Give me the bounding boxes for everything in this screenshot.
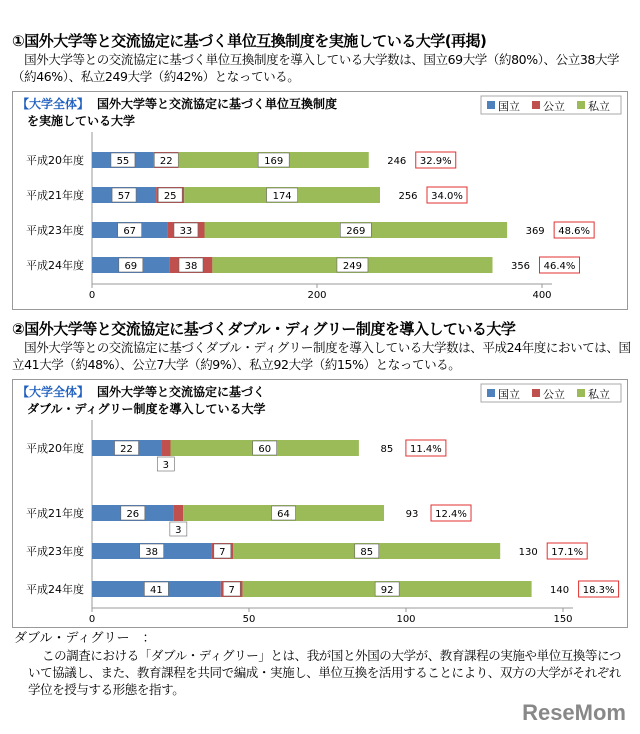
- value-label: 60: [258, 444, 272, 455]
- legend-label: 私立: [588, 100, 610, 113]
- category-label: 平成24年度: [26, 583, 84, 596]
- percentage-label: 17.1%: [551, 547, 584, 558]
- total-label: 256: [398, 191, 418, 202]
- legend-swatch-0: [487, 389, 495, 397]
- legend-label: 国立: [498, 388, 520, 401]
- legend-swatch-0: [487, 101, 495, 109]
- total-label: 85: [380, 444, 394, 455]
- percentage-label: 32.9%: [419, 156, 452, 167]
- category-label: 平成20年度: [26, 442, 84, 455]
- value-label: 33: [179, 226, 193, 237]
- category-label: 平成23年度: [26, 224, 84, 237]
- percentage-label: 46.4%: [543, 261, 576, 272]
- total-label: 130: [518, 547, 538, 558]
- x-tick-label: 400: [532, 290, 552, 301]
- total-label: 356: [510, 261, 531, 272]
- chart-title-line2: を実施している大学: [27, 114, 136, 128]
- chart-title: 国外大学等と交流協定に基づく: [97, 385, 266, 399]
- value-label: 85: [360, 547, 374, 558]
- category-label: 平成21年度: [26, 189, 84, 202]
- section2-heading: ②国外大学等と交流協定に基づくダブル・ディグリー制度を導入している大学: [12, 320, 516, 338]
- category-label: 平成21年度: [26, 507, 84, 520]
- value-label: 55: [116, 156, 130, 167]
- chart-title-tag: 【大学全体】: [17, 97, 90, 111]
- bar-public: [161, 440, 170, 456]
- value-label: 64: [277, 509, 290, 520]
- value-label: 7: [219, 547, 226, 558]
- value-label: 174: [272, 191, 292, 202]
- x-tick-label: 100: [396, 614, 416, 625]
- chart-title-tag: 【大学全体】: [17, 385, 90, 399]
- category-label: 平成24年度: [26, 259, 84, 272]
- value-label: 67: [123, 226, 137, 237]
- value-label: 69: [124, 261, 138, 272]
- legend-swatch-2: [577, 389, 585, 397]
- value-label: 57: [117, 191, 131, 202]
- percentage-label: 34.0%: [431, 191, 463, 202]
- section2-text: 国外大学等との交流協定に基づくダブル・ディグリー制度を導入している大学数は、平成24年度においては、国立41大学（約48%）、公立7大学（約9%）、私立92大学（約15%）となっている。: [12, 340, 631, 372]
- x-tick-label: 0: [88, 290, 96, 301]
- value-label: 169: [264, 156, 284, 167]
- percentage-label: 12.4%: [435, 509, 467, 520]
- value-label: 269: [346, 226, 366, 237]
- value-label: 22: [159, 156, 173, 167]
- value-label: 3: [175, 525, 182, 536]
- legend-label: 国立: [498, 100, 520, 113]
- chart-svg: [13, 380, 627, 627]
- percentage-label: 18.3%: [582, 585, 615, 596]
- total-label: 369: [525, 226, 545, 237]
- category-label: 平成20年度: [26, 154, 84, 167]
- value-label: 249: [342, 261, 362, 272]
- x-tick-label: 50: [242, 614, 256, 625]
- category-label: 平成23年度: [26, 545, 84, 558]
- total-label: 140: [550, 585, 570, 596]
- percentage-label: 48.6%: [558, 226, 591, 237]
- note-title: ダブル・ディグリー ：: [14, 631, 156, 646]
- value-label: 7: [228, 585, 235, 596]
- legend-label: 公立: [543, 388, 565, 401]
- chart-title: 国外大学等と交流協定に基づく単位互換制度: [97, 97, 338, 111]
- section1-text: 国外大学等との交流協定に基づく単位互換制度を導入している大学数は、国立69大学（約80%）、公立38大学（約46%）、私立249大学（約42%）となっている。: [12, 52, 620, 84]
- value-label: 38: [145, 547, 159, 558]
- value-label: 25: [163, 191, 177, 202]
- legend-swatch-2: [577, 101, 585, 109]
- x-tick-label: 150: [553, 614, 573, 625]
- resemom-logo: ReseMom: [522, 700, 626, 725]
- bar-public: [174, 505, 183, 521]
- value-label: 92: [380, 585, 394, 596]
- chart-credit-transfer: [12, 91, 628, 310]
- chart-double-degree: [12, 379, 628, 628]
- value-label: 26: [126, 509, 140, 520]
- value-label: 38: [184, 261, 198, 272]
- total-label: 246: [387, 156, 407, 167]
- value-label: 22: [120, 444, 133, 455]
- chart-svg: [13, 92, 627, 309]
- legend-label: 公立: [543, 100, 565, 113]
- total-label: 93: [405, 509, 419, 520]
- x-tick-label: 0: [88, 614, 96, 625]
- value-label: 41: [150, 585, 163, 596]
- x-tick-label: 200: [307, 290, 327, 301]
- legend-swatch-1: [532, 101, 540, 109]
- percentage-label: 11.4%: [410, 444, 442, 455]
- value-label: 3: [162, 460, 169, 471]
- chart-title-line2: ダブル・ディグリー制度を導入している大学: [27, 402, 266, 416]
- legend-swatch-1: [532, 389, 540, 397]
- legend-label: 私立: [588, 388, 610, 401]
- note-text: この調査における「ダブル・ディグリー」とは、我が国と外国の大学が、教育課程の実施や単位互換等について協議し、また、教育課程を共同で編成・実施し、単位互換を活用することにより、双方の大学がそれぞれ学位を授与する形態を指す。: [28, 648, 622, 697]
- section1-heading: ①国外大学等と交流協定に基づく単位互換制度を実施している大学(再掲): [12, 32, 487, 50]
